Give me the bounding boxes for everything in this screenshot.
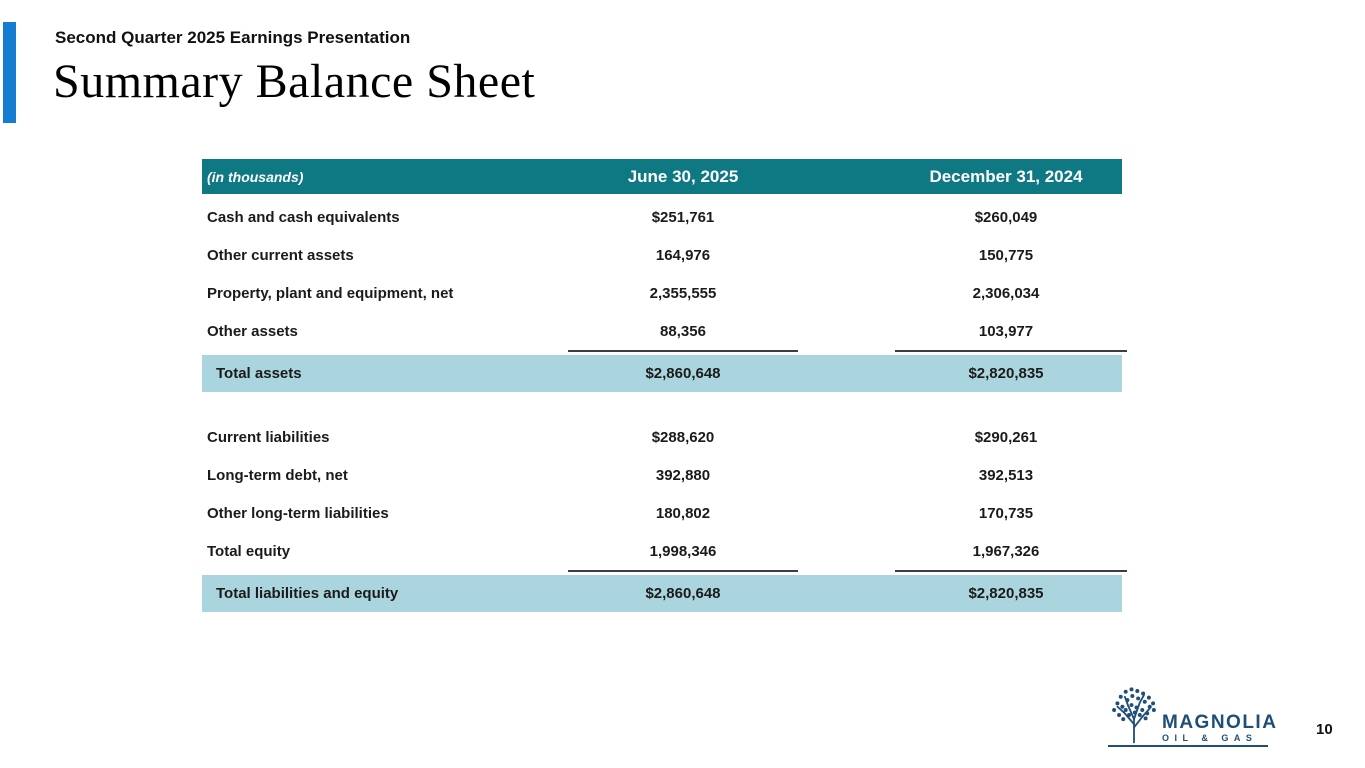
total-value-col2: $2,820,835 bbox=[968, 585, 1044, 602]
table-header-row bbox=[202, 159, 1122, 194]
sum-line bbox=[568, 570, 798, 572]
row-value-col1: 164,976 bbox=[655, 246, 711, 264]
liabilities-section bbox=[202, 418, 1122, 612]
table-row bbox=[202, 494, 1122, 532]
page-title: Summary Balance Sheet bbox=[53, 55, 536, 108]
presentation-subtitle: Second Quarter 2025 Earnings Presentation bbox=[55, 28, 411, 47]
row-value-col1: 2,355,555 bbox=[649, 284, 717, 302]
row-label: Cash and cash equivalents bbox=[207, 208, 400, 226]
assets-section bbox=[202, 194, 1122, 392]
row-value-col2: 150,775 bbox=[978, 246, 1034, 264]
row-value-col1: $288,620 bbox=[651, 428, 715, 446]
table-row bbox=[202, 532, 1122, 570]
sum-line bbox=[568, 350, 798, 352]
total-liabilities-equity-row bbox=[202, 575, 1122, 612]
table-row bbox=[202, 274, 1122, 312]
total-row-label: Total liabilities and equity bbox=[216, 585, 399, 602]
row-label: Property, plant and equipment, net bbox=[207, 284, 454, 302]
total-row-label: Total assets bbox=[216, 365, 302, 382]
row-value-col2: 170,735 bbox=[978, 504, 1034, 522]
logo-wordmark bbox=[1162, 713, 1277, 744]
sum-line bbox=[895, 350, 1127, 352]
sum-line bbox=[895, 570, 1127, 572]
row-label: Other current assets bbox=[207, 246, 354, 264]
page-number: 10 bbox=[1316, 721, 1333, 738]
row-value-col1: 1,998,346 bbox=[649, 542, 717, 560]
unit-note: (in thousands) bbox=[207, 168, 304, 185]
column-header-june-2025: June 30, 2025 bbox=[627, 166, 739, 186]
row-label: Total equity bbox=[207, 542, 291, 560]
row-value-col2: 392,513 bbox=[978, 466, 1034, 484]
row-label: Other long-term liabilities bbox=[207, 504, 389, 522]
title-accent-bar bbox=[3, 22, 16, 123]
row-label: Current liabilities bbox=[207, 428, 330, 446]
row-value-col1: $251,761 bbox=[651, 208, 715, 226]
column-header-december-2024: December 31, 2024 bbox=[929, 166, 1083, 186]
row-value-col2: $260,049 bbox=[974, 208, 1038, 226]
balance-sheet-table bbox=[202, 159, 1122, 612]
row-value-col2: 1,967,326 bbox=[972, 542, 1040, 560]
row-label: Other assets bbox=[207, 322, 298, 340]
row-value-col1: 88,356 bbox=[660, 322, 706, 340]
total-value-col1: $2,860,648 bbox=[645, 585, 721, 602]
total-value-col2: $2,820,835 bbox=[968, 365, 1044, 382]
row-value-col2: 2,306,034 bbox=[972, 284, 1040, 302]
magnolia-tree-icon bbox=[1108, 686, 1160, 744]
table-row bbox=[202, 198, 1122, 236]
total-assets-row bbox=[202, 355, 1122, 392]
row-value-col1: 180,802 bbox=[655, 504, 711, 522]
table-row bbox=[202, 418, 1122, 456]
row-value-col2: 103,977 bbox=[978, 322, 1034, 340]
row-value-col1: 392,880 bbox=[655, 466, 711, 484]
company-logo bbox=[1108, 686, 1278, 747]
total-value-col1: $2,860,648 bbox=[645, 365, 721, 382]
table-row bbox=[202, 236, 1122, 274]
row-value-col2: $290,261 bbox=[974, 428, 1038, 446]
table-row bbox=[202, 456, 1122, 494]
table-row bbox=[202, 312, 1122, 350]
logo-tagline: OIL & GAS bbox=[1162, 733, 1258, 743]
section-gap bbox=[202, 392, 1122, 418]
row-label: Long-term debt, net bbox=[207, 466, 348, 484]
logo-company-name: MAGNOLIA bbox=[1162, 712, 1278, 733]
